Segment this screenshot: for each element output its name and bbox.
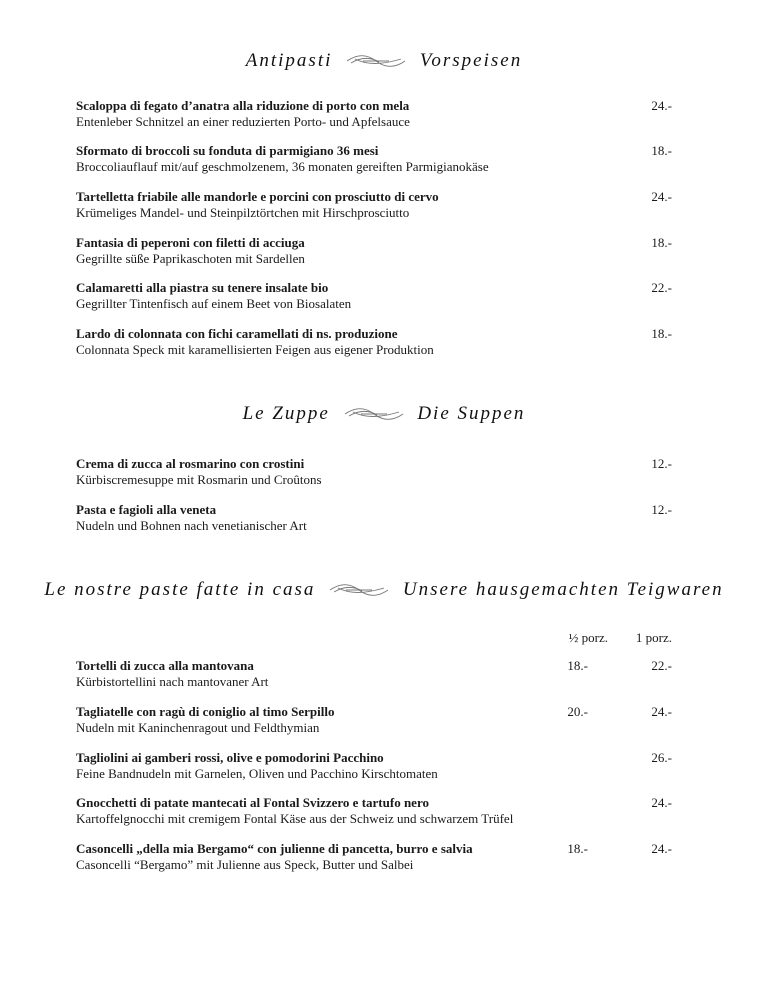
menu-item xyxy=(76,189,676,221)
heading-german: Unsere hausgemachten Teigwaren xyxy=(402,578,724,600)
menu-item xyxy=(76,456,676,488)
dish-price-half: 18.- xyxy=(567,658,588,673)
menu-item xyxy=(76,143,676,175)
dish-name: Sformato di broccoli su fonduta di parmigiano 36 mesi xyxy=(76,143,379,158)
dish-description: Kartoffelgnocchi mit cremigem Fontal Käse aus der Schweiz und schwarzem Trüfel xyxy=(76,811,514,826)
column-header-full-portion: 1 porz. xyxy=(635,630,672,645)
dish-description: Krümeliges Mandel- und Steinpilztörtchen mit Hirschprosciutto xyxy=(76,205,410,220)
dish-price: 12.- xyxy=(651,456,672,471)
dish-price: 12.- xyxy=(651,502,672,517)
dish-price: 24.- xyxy=(651,98,672,113)
dish-price-full: 24.- xyxy=(651,795,672,810)
dish-description: Kürbistortellini nach mantovaner Art xyxy=(76,674,269,689)
dish-description: Entenleber Schnitzel an einer reduzierten Porto- und Apfelsauce xyxy=(76,114,410,129)
column-header-half-portion: ½ porz. xyxy=(568,630,608,645)
dish-price: 18.- xyxy=(651,235,672,250)
dish-name: Tortelli di zucca alla mantovana xyxy=(76,658,254,673)
dish-name: Tagliatelle con ragù di coniglio al timo Serpillo xyxy=(76,704,335,719)
menu-item xyxy=(76,326,676,358)
dish-name: Lardo di colonnata con fichi caramellati di ns. produzione xyxy=(76,326,398,341)
dish-name: Casoncelli „della mia Bergamo“ con julienne di pancetta, burro e salvia xyxy=(76,841,473,856)
dish-price: 18.- xyxy=(651,326,672,341)
dish-description: Nudeln und Bohnen nach venetianischer Art xyxy=(76,518,307,533)
heading-italian: Le Zuppe xyxy=(242,402,330,424)
heading-italian: Antipasti xyxy=(245,49,333,71)
menu-item xyxy=(76,704,676,736)
dish-price-full: 24.- xyxy=(651,704,672,719)
dish-price-half: 18.- xyxy=(567,841,588,856)
dish-description: Casoncelli “Bergamo” mit Julienne aus Speck, Butter und Salbei xyxy=(76,857,414,872)
menu-item xyxy=(76,235,676,267)
dish-name: Pasta e fagioli alla veneta xyxy=(76,502,217,517)
menu-item xyxy=(76,841,676,873)
dish-name: Calamaretti alla piastra su tenere insalate bio xyxy=(76,280,329,295)
flourish-divider-icon xyxy=(343,406,405,422)
heading-german: Vorspeisen xyxy=(419,49,523,71)
menu-item xyxy=(76,502,676,534)
dish-name: Tagliolini ai gamberi rossi, olive e pomodorini Pacchino xyxy=(76,750,384,765)
dish-description: Broccoliauflauf mit/auf geschmolzenem, 36 monaten gereiften Parmigianokäse xyxy=(76,159,489,174)
dish-description: Kürbiscremesuppe mit Rosmarin und Croûtons xyxy=(76,472,322,487)
dish-price: 24.- xyxy=(651,189,672,204)
flourish-divider-icon xyxy=(328,582,390,598)
menu-item xyxy=(76,98,676,130)
dish-description: Gegrillter Tintenfisch auf einem Beet von Biosalaten xyxy=(76,296,352,311)
heading-italian: Le nostre paste fatte in casa xyxy=(44,578,316,600)
dish-description: Gegrillte süße Paprikaschoten mit Sardellen xyxy=(76,251,305,266)
dish-name: Crema di zucca al rosmarino con crostini xyxy=(76,456,305,471)
menu-item xyxy=(76,795,676,827)
menu-item xyxy=(76,280,676,312)
dish-description: Nudeln mit Kaninchenragout und Feldthymian xyxy=(76,720,320,735)
dish-description: Colonnata Speck mit karamellisierten Feigen aus eigener Produktion xyxy=(76,342,434,357)
heading-german: Die Suppen xyxy=(417,402,526,424)
menu-item xyxy=(76,658,676,690)
dish-price: 18.- xyxy=(651,143,672,158)
menu-item xyxy=(76,750,676,782)
dish-name: Fantasia di peperoni con filetti di acciuga xyxy=(76,235,305,250)
dish-price-full: 22.- xyxy=(651,658,672,673)
section-heading-paste xyxy=(0,578,768,601)
section-heading-antipasti xyxy=(0,49,768,72)
dish-name: Gnocchetti di patate mantecati al Fontal Svizzero e tartufo nero xyxy=(76,795,429,810)
dish-description: Feine Bandnudeln mit Garnelen, Oliven und Pacchino Kirschtomaten xyxy=(76,766,438,781)
flourish-divider-icon xyxy=(345,53,407,69)
dish-price-half: 20.- xyxy=(567,704,588,719)
dish-price: 22.- xyxy=(651,280,672,295)
section-heading-zuppe xyxy=(0,402,768,425)
dish-name: Tartelletta friabile alle mandorle e porcini con prosciutto di cervo xyxy=(76,189,439,204)
dish-price-full: 24.- xyxy=(651,841,672,856)
dish-name: Scaloppa di fegato d’anatra alla riduzione di porto con mela xyxy=(76,98,410,113)
dish-price-full: 26.- xyxy=(651,750,672,765)
